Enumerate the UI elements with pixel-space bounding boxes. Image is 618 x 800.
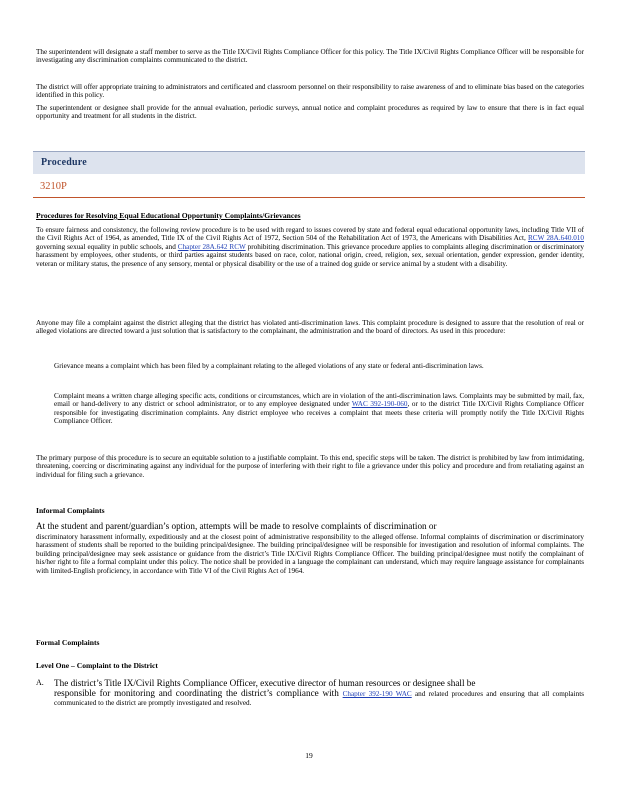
- informal-complaints-heading: Informal Complaints: [36, 506, 105, 515]
- wac-392-190-060-link[interactable]: WAC 392-190-060: [351, 400, 408, 409]
- paragraph-laws-text-3: prohibiting discrimination. This grievance procedure applies to complaints alleging discrimination or discriminatory harassment by employees, other students, or third parties against students based on race, color, national origin, creed, religion, sex, sexual orientation, gender expression, gender identity, veteran or military status, the presence of any sensory, mental or physical disability or the use of a trained dog guide or service animal by a student with a disability.: [36, 242, 584, 268]
- complaint-definition-text-1: Complaint means a written charge alleging specific acts, conditions or circumstances, which are in violation of the anti-discrimination laws. Complaints may be submitted by mail, fax, email or hand-delivery to any district or school administrator, or to any employee designated under: [54, 392, 584, 409]
- item-a-lead-1: The district’s Title IX/Civil Rights Compliance Officer, executive director of human resources or designee shall be: [54, 678, 476, 688]
- intro-paragraph-3: The superintendent or designee shall provide for the annual evaluation, periodic surveys, annual notice and complaint procedures as required by law to ensure that there is in fact equal opportunity and treatment for all students in the district.: [36, 104, 584, 121]
- procedure-banner: [33, 151, 585, 174]
- paragraph-laws-text-2: governing sexual equality in public schools, and: [36, 242, 178, 251]
- paragraph-primary-purpose: The primary purpose of this procedure is to secure an equitable solution to a justifiable complaint. To this end, specific steps will be taken. The district is prohibited by law from intimidating, threatening, coercing or discriminating against any individual for the purpose of interfering with their right to file a grievance under this policy and procedure and from retaliating against an individual for filing such a grievance.: [36, 454, 584, 479]
- rcw-28a640010-link[interactable]: RCW 28A.640.010: [528, 234, 584, 243]
- informal-complaints-body: discriminatory harassment informally, expeditiously and at the closest point of administrative responsibility to the alleged offense. Informal complaints of discrimination or discriminatory harassment of students shall be reported to the building principal/designee. The building principal/designee will be responsible for investigation and resolution of informal complaints. The building principal/designee may seek assistance or guidance from the district’s Title IX/Civil Rights Compliance Officer. The building principal/designee must notify the complainant of his/her right to file a formal complaint under this policy. The notice shall be provided in a language the complainant can understand, which may require language assistance for complainants with limited-English proficiency, in accordance with Title VI of the Civil Rights Act of 1964.: [36, 533, 584, 575]
- procedure-banner-label: Procedure: [41, 157, 87, 168]
- item-a-tail: and related procedures and ensuring that all complaints communicated to the district are promptly investigated and resolved.: [54, 690, 585, 707]
- item-a-marker: A.: [36, 678, 44, 687]
- chapter-392-190-wac-link[interactable]: Chapter 392-190 WAC: [342, 690, 412, 699]
- paragraph-anyone-may-file: Anyone may file a complaint against the district alleging that the district has violated anti-discrimination laws. This complaint procedure is designed to assure that the resolution of real or alleged violations are directed toward a just solution that is satisfactory to the complainant, the administration and the board of directors. As used in this procedure:: [36, 319, 584, 336]
- complaint-definition: [54, 392, 584, 426]
- item-a-text: [54, 678, 584, 707]
- page-number: 19: [305, 751, 313, 760]
- item-a-lead-2: responsible for monitoring and coordinating the district’s compliance with: [54, 688, 343, 699]
- procedure-title: Procedures for Resolving Equal Educational Opportunity Complaints/Grievances: [36, 211, 301, 220]
- intro-paragraph-2: The district will offer appropriate training to administrators and certificated and classroom personnel on their responsibility to raise awareness of and to eliminate bias based on the categories identified in this policy.: [36, 83, 584, 100]
- level-one-heading: Level One – Complaint to the District: [36, 661, 158, 670]
- formal-complaints-heading: Formal Complaints: [36, 638, 100, 647]
- procedure-code: 3210P: [40, 181, 67, 192]
- paragraph-laws: [36, 226, 584, 268]
- paragraph-laws-text-1: To ensure fairness and consistency, the following review procedure is to be used with regard to issues covered by state and federal equal educational opportunity laws, including Title VII of the Civil Rights Act of 1964, as amended, Title IX of the Civil Rights Act of 1972, Section 504 of the Rehabilitation Act of 1973, the Americans with Disabilities Act,: [36, 226, 584, 243]
- grievance-definition: Grievance means a complaint which has been filed by a complainant relating to the alleged violations of any state or federal anti-discrimination laws.: [54, 362, 484, 370]
- informal-complaints-lead: At the student and parent/guardian’s option, attempts will be made to resolve complaints of discrimination or: [36, 521, 437, 531]
- chapter-28a642-rcw-link[interactable]: Chapter 28A.642 RCW: [177, 242, 246, 251]
- intro-paragraph-1: The superintendent will designate a staff member to serve as the Title IX/Civil Rights Compliance Officer for this policy. The Title IX/Civil Rights Compliance Officer will be responsible for investigating any discrimination complaints communicated to the district.: [36, 48, 584, 65]
- complaint-definition-text-2: , or to the district Title IX/Civil Rights Compliance Officer responsible for investigating discrimination complaints. Any district employee who receives a complaint that meets these criteria will promptly notify the Title IX/Civil Rights Compliance Officer.: [54, 400, 585, 426]
- section-divider: [33, 197, 585, 198]
